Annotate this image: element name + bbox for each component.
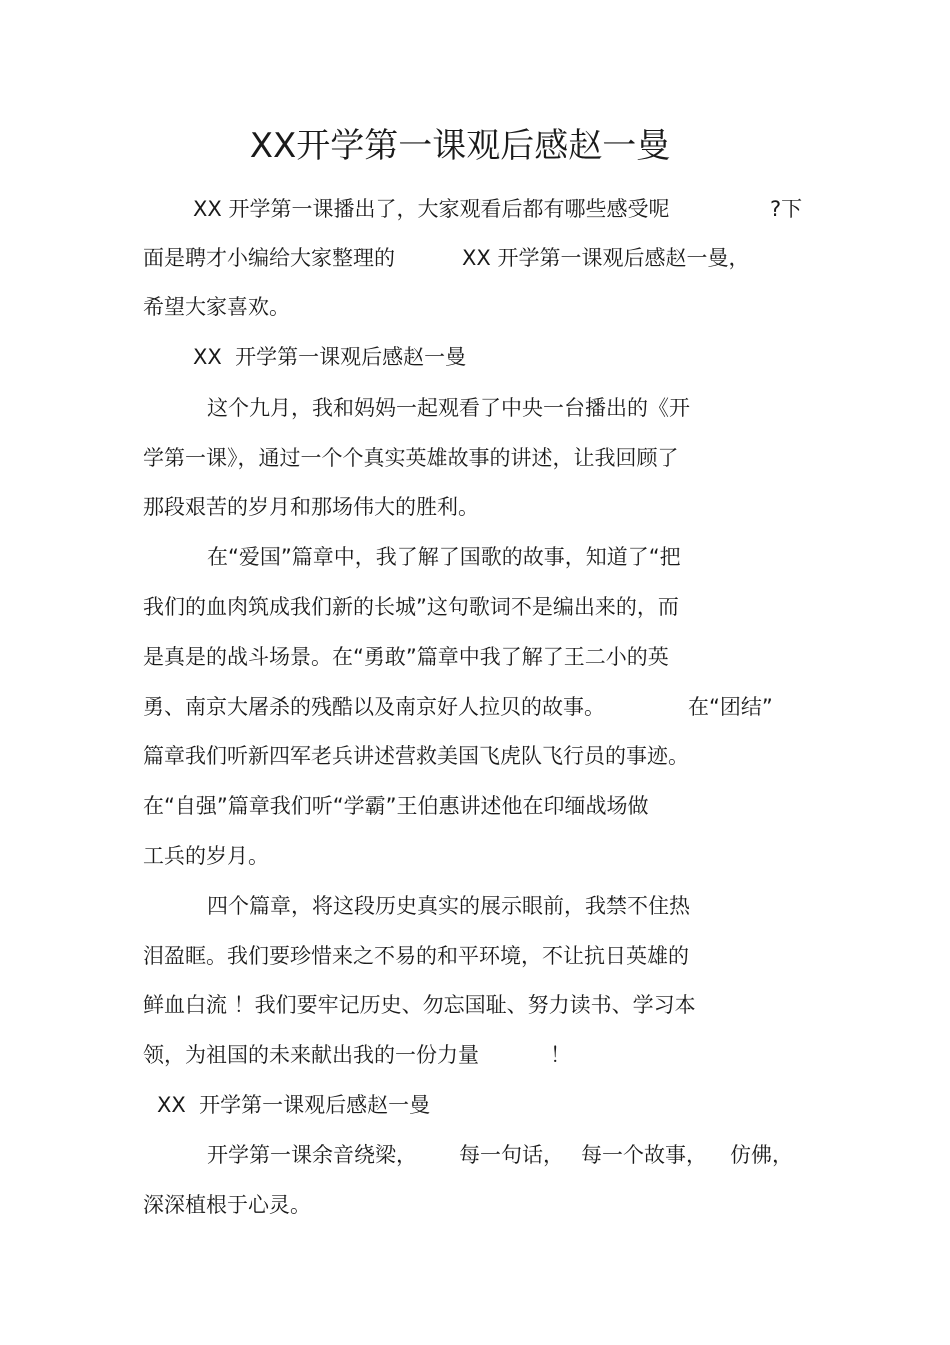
paragraph-line: 泪盈眶。我们要珍惜来之不易的和平环境，不让抗日英雄的 <box>143 944 689 968</box>
paragraph-line: 我们的血肉筑成我们新的长城”这句歌词不是编出来的，而 <box>143 595 679 619</box>
paragraph-line: ?下 <box>770 197 803 221</box>
paragraph-line: XX 开学第一课观后感赵一曼， <box>462 246 750 270</box>
paragraph-line: 学第一课》，通过一个个真实英雄故事的讲述，让我回顾了 <box>143 446 679 470</box>
paragraph-line: 领，为祖国的未来献出我的一份力量 <box>143 1043 479 1067</box>
section-heading: XX 开学第一课观后感赵一曼 <box>193 345 467 369</box>
paragraph-line: 勇、南京大屠杀的残酷以及南京好人拉贝的故事。 <box>143 695 605 719</box>
paragraph-line: 篇章我们听新四军老兵讲述营救美国飞虎队飞行员的事迹。 <box>143 744 689 768</box>
paragraph-line: 这个九月，我和妈妈一起观看了中央一台播出的《开 <box>207 396 690 420</box>
paragraph-line: 在“自强”篇章我们听“学霸”王伯惠讲述他在印缅战场做 <box>143 794 649 818</box>
paragraph-line: 深深植根于心灵。 <box>143 1193 311 1217</box>
paragraph-line: 希望大家喜欢。 <box>143 295 290 319</box>
paragraph-line: 仿佛， <box>730 1143 793 1167</box>
paragraph-line: 工兵的岁月。 <box>143 844 269 868</box>
paragraph-line: 开学第一课余音绕梁， <box>207 1143 417 1167</box>
paragraph-line: 在“团结” <box>688 695 773 719</box>
paragraph-line: 鲜血白流 ！我们要牢记历史、勿忘国耻、努力读书、学习本 <box>143 993 696 1017</box>
paragraph-line: 每一个故事， <box>581 1143 707 1167</box>
document-title: XX开学第一课观后感赵一曼 <box>249 126 671 166</box>
paragraph-line: 每一句话， <box>459 1143 564 1167</box>
paragraph-line: 面是聘才小编给大家整理的 <box>143 246 395 270</box>
paragraph-line: ！ <box>550 1043 571 1067</box>
paragraph-line: 是真是的战斗场景。在“勇敢”篇章中我了解了王二小的英 <box>143 645 669 669</box>
paragraph-line: XX 开学第一课播出了，大家观看后都有哪些感受呢 <box>193 197 670 221</box>
paragraph-line: 在“爱国”篇章中，我了解了国歌的故事，知道了“把 <box>207 545 681 569</box>
section-heading: XX 开学第一课观后感赵一曼 <box>157 1093 431 1117</box>
paragraph-line: 那段艰苦的岁月和那场伟大的胜利。 <box>143 495 479 519</box>
paragraph-line: 四个篇章，将这段历史真实的展示眼前，我禁不住热 <box>207 894 690 918</box>
